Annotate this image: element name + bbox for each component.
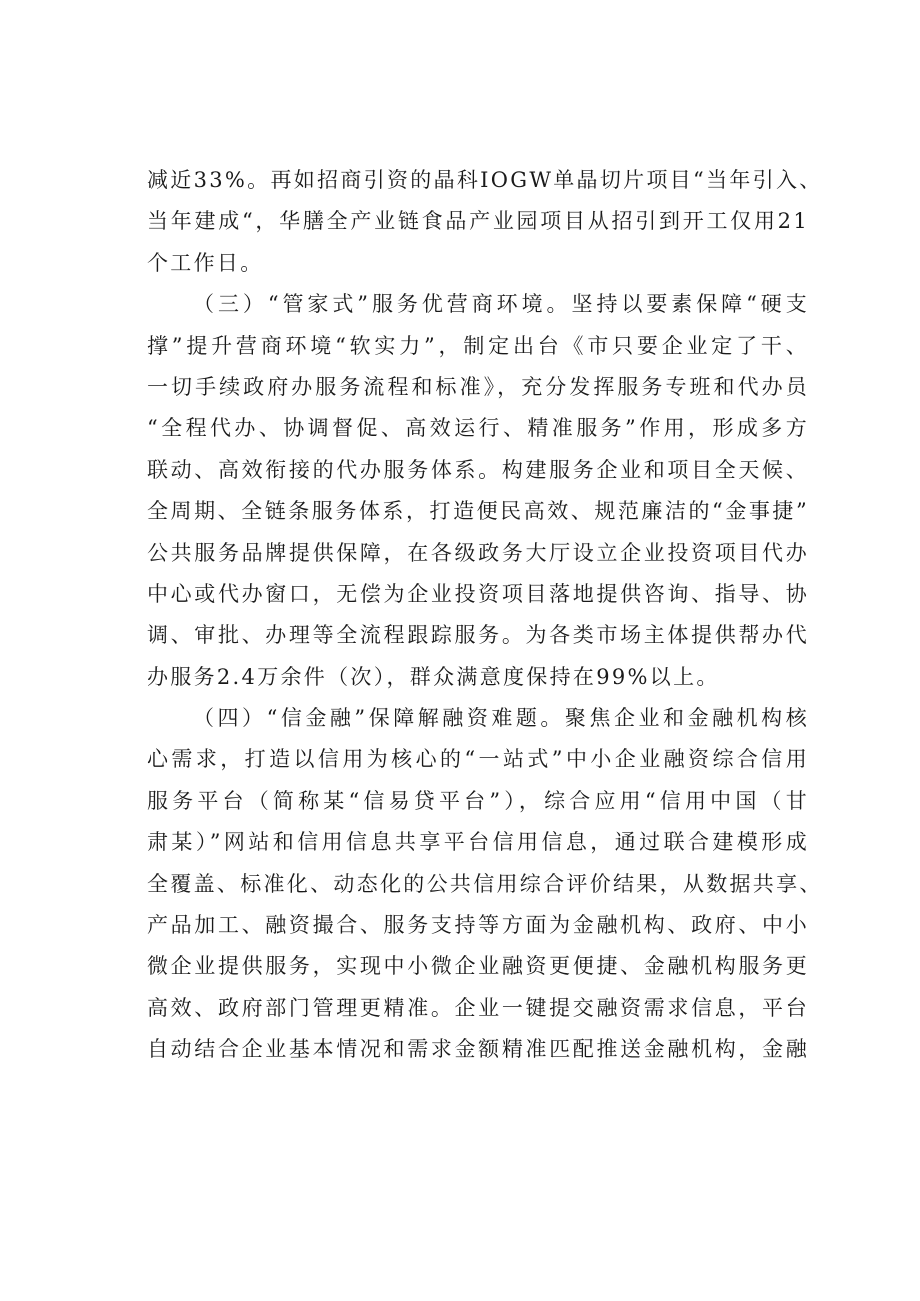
text-line: 一切手续政府办服务流程和标准》，充分发挥服务专班和代办员 [147,374,809,399]
text-line: 全覆盖、标准化、动态化的公共信用综合评价结果，从数据共享、 [147,871,823,896]
text-line: 服务平台（简称某“信易贷平台”），综合应用“信用中国（甘 [147,788,809,813]
section-heading-line: （四）“信金融”保障解融资难题。聚焦企业和金融机构核 [193,706,809,731]
body-text [147,160,823,1071]
text-line: 自动结合企业基本情况和需求金额精准匹配推送金融机构，金融 [147,1037,809,1062]
text-line: 调、审批、办理等全流程跟踪服务。为各类市场主体提供帮办代 [147,623,809,648]
text-line: 全周期、全链条服务体系，打造便民高效、规范廉洁的“金事捷” [147,499,809,524]
text-line: 减近33%。再如招商引资的晶科IOGW单晶切片项目“当年引入、 [147,168,823,192]
text-line: 联动、高效衔接的代办服务体系。构建服务企业和项目全天候、 [147,457,809,482]
text-line: 产品加工、融资撮合、服务支持等方面为金融机构、政府、中小 [147,913,809,938]
section-heading-line: （三）“管家式”服务优营商环境。坚持以要素保障“硬支 [193,292,809,317]
text-line: 中心或代办窗口，无偿为企业投资项目落地提供咨询、指导、协 [147,581,809,606]
text-line: 肃某）”网站和信用信息共享平台信用信息，通过联合建模形成 [147,830,809,855]
text-line: 公共服务品牌提供保障，在各级政务大厅设立企业投资项目代办 [147,540,809,565]
text-line: 心需求，打造以信用为核心的“一站式”中小企业融资综合信用 [147,747,809,772]
text-line: 高效、政府部门管理更精准。企业一键提交融资需求信息，平台 [147,995,809,1020]
text-line: “全程代办、协调督促、高效运行、精准服务”作用，形成多方 [147,416,809,441]
text-line: 微企业提供服务，实现中小微企业融资更便捷、金融机构服务更 [147,954,809,979]
text-line: 办服务2.4万余件（次），群众满意度保持在99%以上。 [147,664,720,689]
text-line: 当年建成“，华膳全产业链食品产业园项目从招引到开工仅用21 [147,209,809,234]
text-line: 撑”提升营商环境“软实力”，制定出台《市只要企业定了干、 [147,333,809,358]
text-line: 个工作日。 [147,250,264,275]
